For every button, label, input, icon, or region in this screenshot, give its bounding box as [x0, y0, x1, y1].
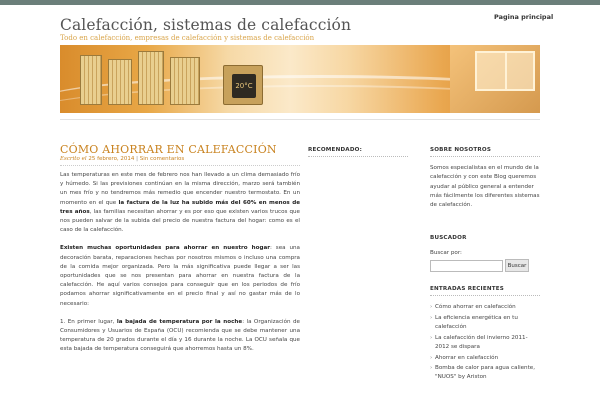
widget-divider: [430, 295, 540, 296]
bold-highlight: la bajada de temperatura por la noche: [116, 318, 243, 325]
post-title[interactable]: CÓMO AHORRAR EN CALEFACCIÓN: [60, 143, 277, 156]
post-meta-date[interactable]: 25 febrero, 2014: [88, 156, 135, 162]
post-meta: [60, 156, 184, 162]
meta-separator: |: [134, 156, 140, 162]
meta-divider: [60, 165, 300, 166]
radiator-image: [108, 59, 132, 105]
search-input[interactable]: [430, 260, 503, 272]
thermostat-display: 20°C: [232, 74, 256, 98]
radiator-image: [80, 55, 102, 105]
text-span: : sea una decoración barata, reparaciones hechas por nosotros mismos o incluso una compra de la comida mejor organizada. Pero la más significativa puede llegar a ser las oportunidades que se nos presentan para ahorrar en nuestra factura de la calefacción. He aquí varios consejos para conseguir que en los periodos de frío podamos ahorrar significativamente en el precio final y así no gastar más de lo necesario:: [60, 245, 300, 307]
radiator-image: [170, 57, 200, 105]
text-span: , las familias necesitan ahorrar y es por eso que existen varios trucos que nos pueden salvar de la subida del precio de nuestra factura del hogar: como es el caso de la calefacción.: [60, 208, 300, 234]
text-span: 1. En primer lugar,: [60, 318, 117, 325]
nav-home-link[interactable]: Pagina principal: [494, 13, 554, 21]
recent-posts-list: [430, 303, 540, 384]
search-widget-title: BUSCADOR: [430, 235, 467, 241]
text-span: : la Organización de Consumidores y Usuarios de España (OCU) recomienda que se debe mantener una temperatura de 20 grados durante el día y 16 durante la noche. La OCU señala que esta bajada de temperatura conseguirá que ahorremos hasta un 8%.: [60, 318, 300, 353]
widget-divider: [430, 156, 540, 157]
header-divider: [60, 119, 540, 120]
radiator-image: [138, 51, 164, 105]
list-item: [430, 303, 540, 312]
bold-highlight: la factura de la luz ha subido más del 60% en menos de tres años: [60, 199, 300, 215]
post-paragraph: [60, 244, 300, 308]
recent-post-link[interactable]: Bomba de calor para agua caliente, "NUOS" by Ariston: [435, 365, 536, 381]
search-button[interactable]: Buscar: [505, 259, 529, 272]
recommended-title: RECOMENDADO:: [308, 147, 363, 153]
recent-post-link[interactable]: Cómo ahorrar en calefacción: [435, 304, 516, 310]
top-bar: [0, 0, 600, 5]
bold-highlight: Existen muchas oportunidades para ahorrar en nuestro hogar: [60, 245, 271, 252]
thermostat-image: [223, 65, 263, 105]
post-paragraph: [60, 171, 300, 235]
list-item: [430, 314, 540, 332]
site-title[interactable]: Calefacción, sistemas de calefacción: [60, 16, 352, 34]
list-item: [430, 354, 540, 363]
recent-post-link[interactable]: La eficiencia energética en tu calefacción: [435, 314, 518, 330]
widget-divider: [308, 156, 408, 157]
about-title: SOBRE NOSOTROS: [430, 147, 492, 153]
list-item: [430, 334, 540, 352]
site-description: Todo en calefacción, empresas de calefacción y sistemas de calefacción: [60, 34, 315, 42]
recent-posts-title: ENTRADAS RECIENTES: [430, 286, 504, 292]
post-content: [60, 171, 300, 364]
search-label: Buscar por:: [430, 250, 462, 256]
post-comments-link[interactable]: Sin comentarios: [139, 156, 185, 162]
recent-post-link[interactable]: Ahorrar en calefacción: [435, 354, 499, 361]
header-banner: [60, 45, 540, 113]
living-room-image: [450, 45, 540, 113]
list-item: [430, 364, 540, 382]
post-paragraph: [60, 318, 300, 355]
about-text: Somos especialistas en el mundo de la calefacción y con este Blog queremos ayudar al público general a entender más fácilmente los diferentes sistemas de calefacción.: [430, 165, 540, 209]
window-shape: [475, 51, 535, 91]
recent-post-link[interactable]: La calefacción del invierno 2011-2012 se dispara: [435, 334, 528, 350]
text-span: Las temperaturas en este mes de febrero nos han llevado a un clima demasiado frío y húmedo. Si las previsiones continúan en la misma dirección, marzo será también un mes frío y no tendremos más remedio que encender nuestro termostato. En un momento en el que: [60, 172, 300, 206]
post-meta-by: Escrito el: [60, 156, 87, 162]
